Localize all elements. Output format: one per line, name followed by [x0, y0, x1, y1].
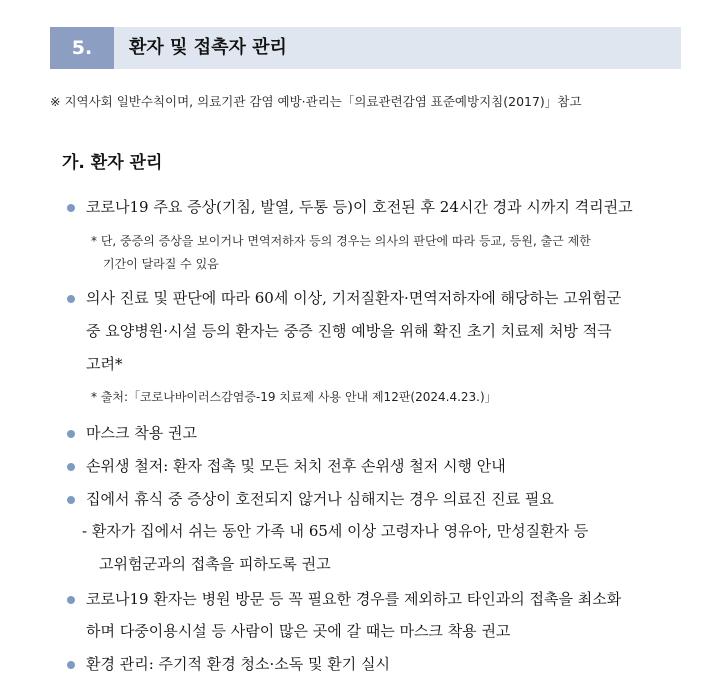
footnote: * 출처:「코로나바이러스감염증-19 치료제 사용 안내 제12판(2024.4.23.)」 [91, 390, 497, 404]
subsection-title: 가. 환자 관리 [62, 153, 163, 173]
list-item: 코로나19 주요 증상(기침, 발열, 두통 등)이 호전된 후 24시간 경과 시까지 격리권고 [86, 198, 633, 216]
list-item: 손위생 철저: 환자 접촉 및 모든 처치 전후 손위생 철저 시행 안내 [86, 457, 506, 475]
bullet-dot [67, 496, 75, 504]
footnote: * 단, 중증의 증상을 보이거나 면역저하자 등의 경우는 의사의 판단에 따라 등교, 등원, 출근 제한 [91, 234, 591, 248]
footnote-continued: 기간이 달라질 수 있음 [103, 257, 219, 271]
bullet-dot [67, 463, 75, 471]
bullet-dot [67, 596, 75, 604]
list-item-continued: 중 요양병원·시설 등의 환자는 중증 진행 예방을 위해 확진 초기 치료제 처방 적극 [86, 322, 612, 340]
section-number: 5. [50, 27, 114, 69]
reference-note: ※ 지역사회 일반수칙이며, 의료기관 감염 예방·관리는「의료관련감염 표준예방지침(2017)」참고 [50, 94, 582, 109]
list-item-continued: 하며 다중이용시설 등 사람이 많은 곳에 갈 때는 마스크 착용 권고 [86, 622, 511, 640]
list-item: 환경 관리: 주기적 환경 청소·소독 및 환기 실시 [86, 655, 391, 673]
bullet-dot [67, 295, 75, 303]
bullet-dot [67, 430, 75, 438]
list-item: 의사 진료 및 판단에 따라 60세 이상, 기저질환자·면역저하자에 해당하는 고위험군 [86, 289, 622, 307]
sub-item: - 환자가 집에서 쉬는 동안 가족 내 65세 이상 고령자나 영유아, 만성질환자 등 [82, 522, 589, 540]
sub-item-continued: 고위험군과의 접촉을 피하도록 권고 [99, 555, 331, 573]
list-item: 마스크 착용 권고 [86, 424, 197, 442]
section-title: 환자 및 접촉자 관리 [129, 37, 287, 58]
bullet-dot [67, 204, 75, 212]
list-item-continued: 고려* [86, 355, 123, 373]
list-item: 집에서 휴식 중 증상이 호전되지 않거나 심해지는 경우 의료진 진료 필요 [86, 490, 554, 508]
list-item: 코로나19 환자는 병원 방문 등 꼭 필요한 경우를 제외하고 타인과의 접촉을 최소화 [86, 590, 622, 608]
section-header [50, 27, 681, 69]
bullet-dot [67, 661, 75, 669]
